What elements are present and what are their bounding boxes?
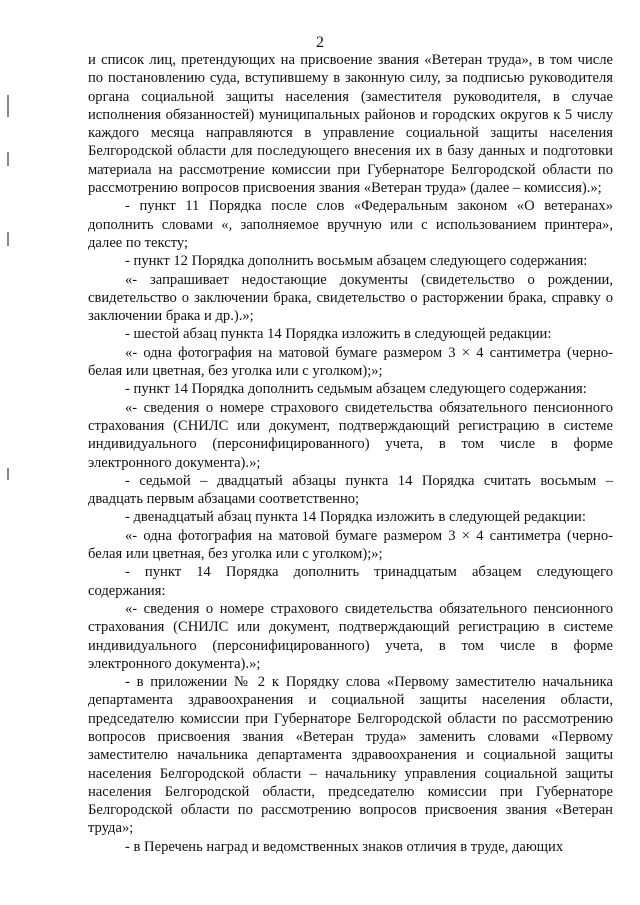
scan-edge-mark [7, 152, 9, 166]
paragraph: - пункт 12 Порядка дополнить восьмым абзацем следующего содержания: [125, 253, 588, 270]
paragraph: «- одна фотография на матовой бумаге размером 3 × 4 сантиметра (черно-белая или цветная, без уголка или с уголком);»; [88, 344, 613, 380]
paragraph: «- запрашивает недостающие документы (свидетельство о рождении, свидетельство о заключении брака, свидетельство о расторжении брака, справку о заключении брака и др.).»; [88, 271, 613, 325]
paragraph: - пункт 14 Порядка дополнить тринадцатым абзацем следующего содержания: [88, 564, 613, 599]
scan-edge-mark [7, 468, 9, 480]
scan-edge-mark [7, 95, 9, 117]
paragraph: - седьмой – двадцатый абзацы пункта 14 Порядка считать восьмым – двадцать первым абзацами соответственно; [88, 472, 613, 508]
paragraph: - двенадцатый абзац пункта 14 Порядка изложить в следующей редакции: [125, 509, 586, 526]
paragraph: - пункт 14 Порядка дополнить седьмым абзацем следующего содержания: [125, 381, 587, 398]
paragraph: - пункт 11 Порядка после слов «Федеральным законом «О ветеранах» дополнить словами «, заполняемое вручную или с использованием принтера», далее по тексту; [88, 198, 613, 251]
scan-edge-mark [7, 232, 9, 246]
paragraph: «- сведения о номере страхового свидетельства обязательного пенсионного страхования (СНИЛС или документ, подтверждающий регистрацию в системе индивидуального (персонифицированного) учета, в том числе в форме электронного документа).»; [88, 600, 613, 672]
paragraph: «- сведения о номере страхового свидетельства обязательного пенсионного страхования (СНИЛС или документ, подтверждающий регистрацию в системе индивидуального (персонифицированного) учета, в том числе в форме электронного документа).»; [88, 399, 613, 471]
paragraph: и список лиц, претендующих на присвоение звания «Ветеран труда», в том числе по постановлению суда, вступившему в законную силу, за подписью руководителя органа социальной защиты населения (заместителя руководителя, в случае исполнения обязанностей) муниципальных районов и городских округов к 5 числу каждого месяца направляются в управление социальной защиты населения Белгородской области для последующего внесения их в базу данных и подготовки материала на рассмотрение комиссии при Губернаторе Белгородской области по рассмотрению вопросов присвоения звания «Ветеран труда» (далее – комиссия).»; [88, 52, 613, 197]
paragraph: «- одна фотография на матовой бумаге размером 3 × 4 сантиметра (черно-белая или цветная, без уголка или с уголком);»; [88, 527, 613, 563]
paragraph: - в приложении № 2 к Порядку слова «Первому заместителю начальника департамента здравоохранения и социальной защиты населения области, председателю комиссии при Губернаторе Белгородской области по рассмотрению вопросов присвоения звания «Ветеран труда» заменить словами «Первому заместителю начальника департамента здравоохранения и социальной защиты населения Белгородской области – начальнику управления социальной защиты населения Белгородской области, председателю комиссии при Губернаторе Белгородской области по рассмотрению вопросов присвоения звания «Ветеран труда»; [88, 674, 613, 837]
document-body [88, 51, 613, 856]
paragraph: - в Перечень наград и ведомственных знаков отличия в труде, дающих [125, 838, 564, 855]
paragraph: - шестой абзац пункта 14 Порядка изложить в следующей редакции: [125, 326, 552, 343]
page-number: 2 [316, 34, 324, 51]
